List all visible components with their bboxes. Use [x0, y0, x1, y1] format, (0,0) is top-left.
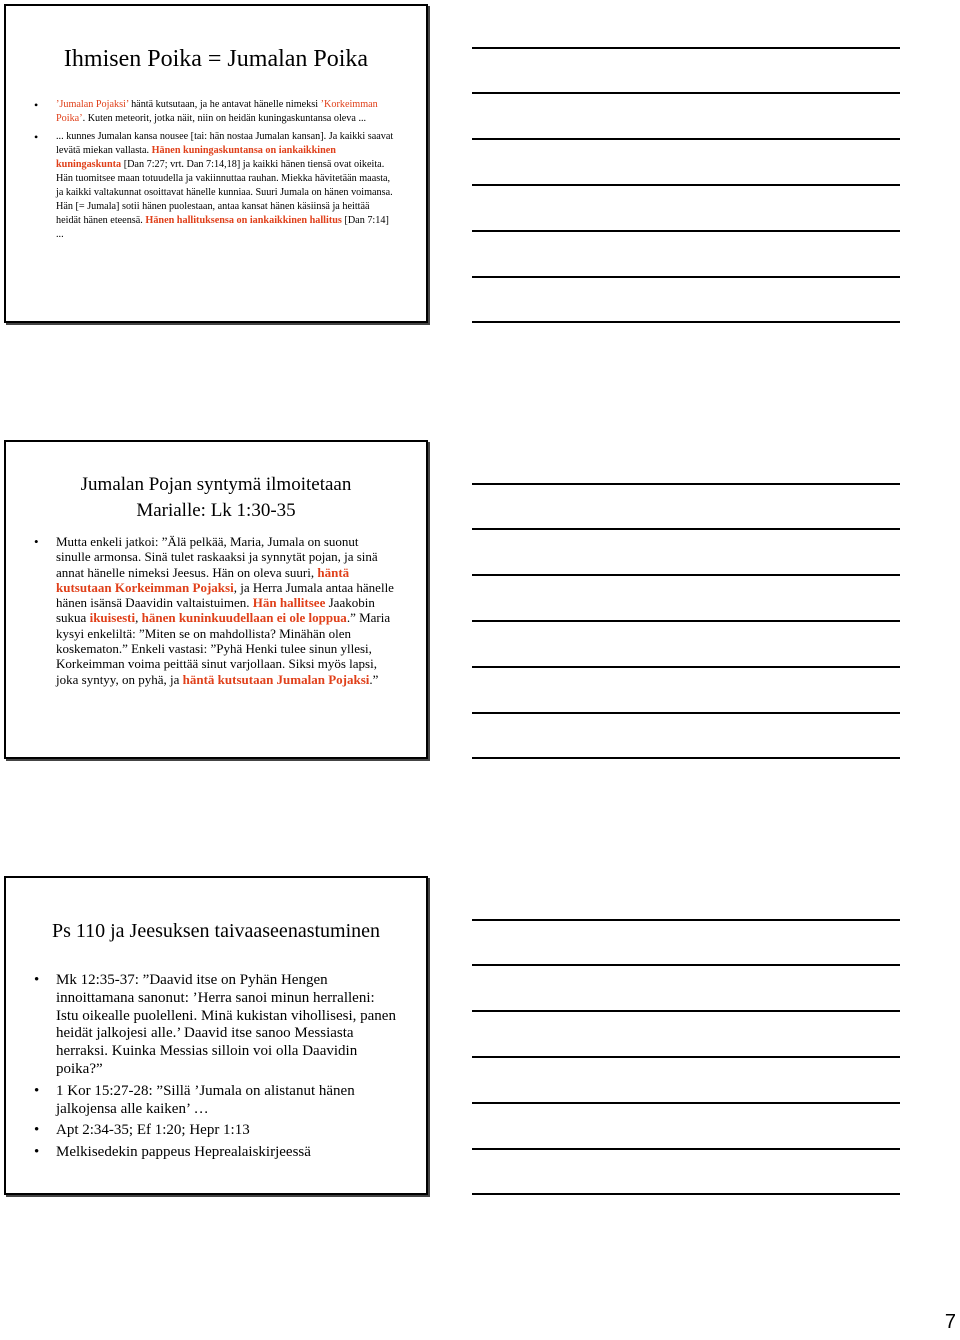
slide-1-bullets — [34, 98, 396, 246]
highlighted-text: hänen kuninkuudellaan ei ole loppua — [141, 610, 347, 626]
bullet — [34, 98, 396, 126]
note-line — [472, 483, 900, 485]
slide-2-title-line-1: Jumalan Pojan syntymä ilmoitetaan — [80, 474, 352, 495]
highlighted-text: häntä kutsutaan Jumalan Pojaksi — [182, 671, 370, 687]
bullet-text: häntä kutsutaan, ja he antavat hänelle nimeksi — [128, 99, 321, 110]
highlighted-text: ’Jumalan Pojaksi’ — [56, 99, 129, 110]
note-line — [472, 184, 900, 186]
highlighted-text: Hänen hallituksensa on iankaikkinen hallitus — [145, 215, 342, 226]
note-line — [472, 47, 900, 49]
note-line — [472, 92, 900, 94]
bullet-text: .” — [369, 671, 379, 687]
bullet-text: Jaakobin sukua — [56, 595, 375, 626]
highlighted-text: Hänen kuningaskuntansa on iankaikkinen kuningaskunta — [56, 145, 336, 170]
note-line — [472, 757, 900, 759]
bullet-text: 1 Kor 15:27-28: ”Sillä ’Jumala on alistanut hänen jalkojensa alle kaiken’ … — [56, 1082, 355, 1117]
note-line — [472, 1010, 900, 1012]
note-line — [472, 964, 900, 966]
bullet — [34, 130, 396, 242]
highlighted-text: häntä kutsutaan Korkeimman Pojaksi — [56, 564, 350, 595]
bullet — [34, 1144, 396, 1162]
bullet — [34, 534, 396, 687]
slide-2-title-line-2: Marialle: Lk 1:30-35 — [136, 500, 296, 521]
note-line — [472, 919, 900, 921]
bullet — [34, 1122, 396, 1140]
bullet — [34, 1083, 396, 1119]
slide-3-bullets — [34, 972, 396, 1166]
note-line — [472, 1193, 900, 1195]
note-line — [472, 1102, 900, 1104]
slide-3-title: Ps 110 ja Jeesuksen taivaaseenastuminen — [51, 920, 381, 942]
slide-2 — [4, 440, 428, 759]
slide-1 — [4, 4, 428, 323]
page-number: 7 — [944, 1311, 956, 1333]
bullet-text: ... kunnes Jumalan kansa nousee [tai: hän nostaa Jumalan kansan]. Ja kaikki saavat levätä miekan vallasta. — [56, 131, 394, 156]
slide-1-title: Ihmisen Poika = Jumalan Poika — [63, 46, 369, 72]
bullet-text: , ja Herra Jumala antaa hänelle hänen isänsä Daavidin valtaistuimen. — [56, 579, 394, 611]
slide-3 — [4, 876, 428, 1195]
bullet-text: [Dan 7:27; vrt. Dan 7:14,18] ja kaikki hänen tiensä ovat oikeita. Hän tuomitsee maan totuudella ja vakiinnuttaa rauhan. Miekka hävitetään maasta, ja kaikki valtakunnat osoittavat hänelle kunniaa. Suuri Jumala on hänen voimansa. Hän [= Jumala] sotii hänen puolestaan, antaa kansat hänen käsiinsä ja heittää heidät hänen eteensä. — [56, 159, 393, 226]
slide-2-bullets — [34, 534, 396, 687]
highlighted-text: ’Korkeimman Poika’ — [56, 99, 378, 124]
bullet-text: Mk 12:35-37: ”Daavid itse on Pyhän Hengen innoittamana sanonut: ’Herra sanoi minun herralleni: Istu oikealle puolelleni. Minä kukistan vihollisesi, panen heidät jalkojesi alle.’ Daavid itse sanoo Messiasta herraksi. Kuinka Messias silloin voi olla Daavidin poika?” — [56, 972, 396, 1077]
note-line — [472, 574, 900, 576]
note-line — [472, 620, 900, 622]
bullet-text: Mutta enkeli jatkoi: ”Älä pelkää, Maria, Jumala on suonut sinulle armonsa. Sinä tulet raskaaksi ja synnytät pojan, ja sinä annat hänelle nimeksi Jeesus. Hän on oleva suuri, — [56, 534, 378, 580]
bullet-text: [Dan 7:14] ... — [56, 215, 389, 240]
note-line — [472, 230, 900, 232]
note-line — [472, 666, 900, 668]
note-line — [472, 528, 900, 530]
bullet-text: .” Maria kysyi enkeliltä: ”Miten se on mahdollista? Minähän olen koskematon.” Enkeli vastasi: ”Pyhä Henki tulee sinun yllesi, Korkeimman voima peittää sinut varjollaan. Siksi myös lapsi, joka syntyy, on pyhä, ja — [56, 610, 391, 687]
note-line — [472, 138, 900, 140]
highlighted-text: Hän hallitsee — [252, 595, 326, 611]
note-line — [472, 712, 900, 714]
note-line — [472, 321, 900, 323]
bullet — [34, 972, 396, 1079]
bullet-text: . Kuten meteorit, jotka näit, niin on heidän kuningaskuntansa oleva ... — [82, 113, 367, 124]
slide-2-title — [6, 472, 426, 524]
note-line — [472, 1056, 900, 1058]
note-line — [472, 276, 900, 278]
highlighted-text: ikuisesti — [89, 610, 136, 626]
bullet-text: Melkisedekin pappeus Heprealaiskirjeessä — [56, 1144, 311, 1161]
note-line — [472, 1148, 900, 1150]
bullet-text: Apt 2:34-35; Ef 1:20; Hepr 1:13 — [56, 1122, 250, 1139]
bullet-text: , — [135, 610, 142, 626]
